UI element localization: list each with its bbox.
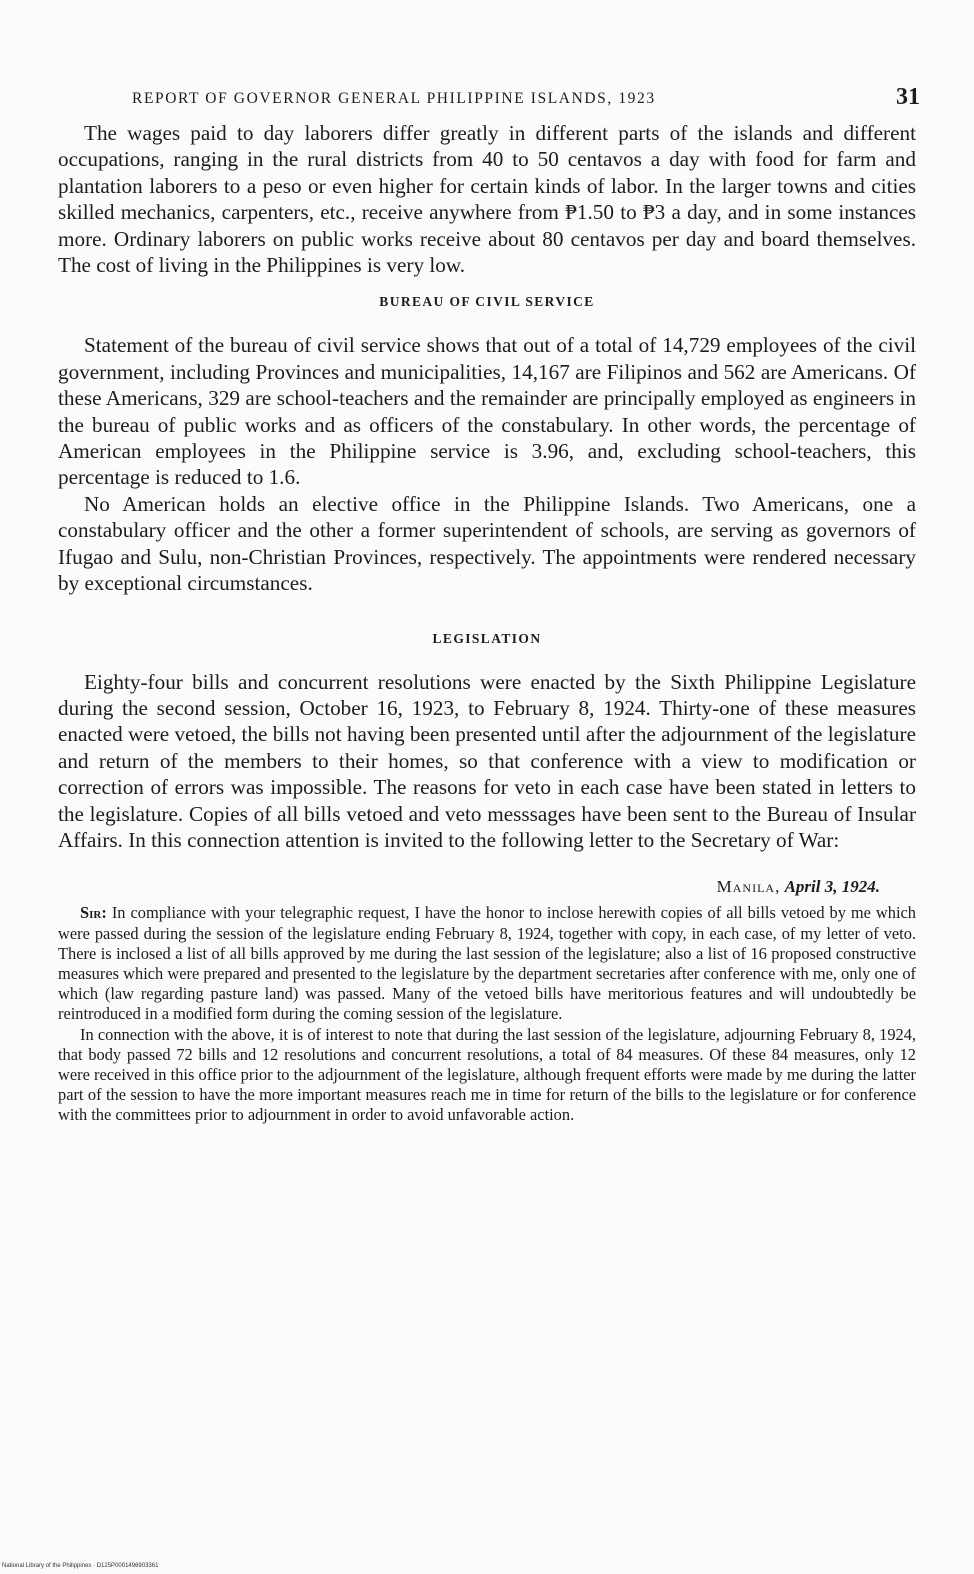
letter-place: Manila, [716, 877, 781, 897]
footer-attribution: National Library of the Philippines · D125P0001496903361 [2, 1563, 159, 1569]
letter-paragraph-2: In connection with the above, it is of interest to note that during the last session of the legislature, adjourning February 8, 1924, that body passed 72 bills and 12 resolutions and concurrent resolutions, a total of 84 measures. Of these 84 measures, only 12 were received in this office prior to the adjournment of the legislature, although frequent efforts were made by me during the latter part of the session to have the more important measures reach me in time for return of the bills to the legislature or for conference with the committees prior to adjournment in order to avoid unfavorable action. [58, 1024, 916, 1125]
running-head: REPORT OF GOVERNOR GENERAL PHILIPPINE ISLANDS, 1923 [132, 90, 656, 107]
page-body [58, 120, 916, 1126]
letter-paragraph-1-text: In compliance with your telegraphic request, I have the honor to inclose herewith copies of all bills vetoed by me which were passed during the session of the legislature ending February 8, 1924, together with copy, in each case, of my letter of veto. There is inclosed a list of all bills approved by me during the last session of the legislature; also a list of 16 proposed constructive measures which were prepared and presented to the legislature by the department secretaries after conference with me, only one of which (law regarding pasture land) was passed. Many of the vetoed bills have meritorious features and will undoubtedly be reintroduced in a modified form during the coming session of the legislature. [58, 903, 916, 1024]
paragraph-legislation: Eighty-four bills and concurrent resolutions were enacted by the Sixth Philippine Legislature during the second session, October 16, 1923, to February 8, 1924. Thirty-one of these measures enacted were vetoed, the bills not having been presented until after the adjournment of the legislature and return of the members to their homes, so that conference with a view to modification or correction of errors was impossible. The reasons for veto in each case have been stated in letters to the legislature. Copies of all bills vetoed and veto messsages have been sent to the Bureau of Insular Affairs. In this connection attention is invited to the following letter to the Secretary of War: [58, 669, 916, 852]
paragraph-civil-service-statement: Statement of the bureau of civil service shows that out of a total of 14,729 employees of the civil government, including Provinces and municipalities, 14,167 are Filipinos and 562 are Americans. Of these Americans, 329 are school-teachers and the remainder are principally employed as engineers in the bureau of public works and as officers of the constabulary. In other words, the percentage of American employees in the Philippine service is 3.96, and, excluding school-teachers, this percentage is reduced to 1.6. [58, 333, 916, 490]
page-number: 31 [896, 84, 920, 110]
page-header [52, 84, 924, 118]
paragraph-wages: The wages paid to day laborers differ greatly in different parts of the islands and different occupations, ranging in the rural districts from 40 to 50 centavos a day with food for farm and plantation laborers to a peso or even higher for certain kinds of labor. In the larger towns and cities skilled mechanics, carpenters, etc., receive anywhere from ₱1.50 to ₱3 a day, and in some instances more. Ordinary laborers on public works receive about 80 centavos per day and board themselves. The cost of living in the Philippines is very low. [58, 121, 916, 278]
heading-civil-service: BUREAU OF CIVIL SERVICE [379, 294, 595, 310]
letter-paragraph-1 [58, 903, 916, 1024]
letter-dateline [58, 877, 880, 897]
heading-legislation: LEGISLATION [432, 630, 542, 646]
letter-salutation: Sir: [80, 903, 107, 923]
paragraph-elective-office: No American holds an elective office in the Philippine Islands. Two Americans, one a constabulary officer and the other a former superintendent of schools, are serving as governors of Ifugao and Sulu, non-Christian Provinces, respectively. The appointments were rendered necessary by exceptional circumstances. [58, 491, 916, 596]
letter-date: April 3, 1924. [784, 877, 880, 897]
